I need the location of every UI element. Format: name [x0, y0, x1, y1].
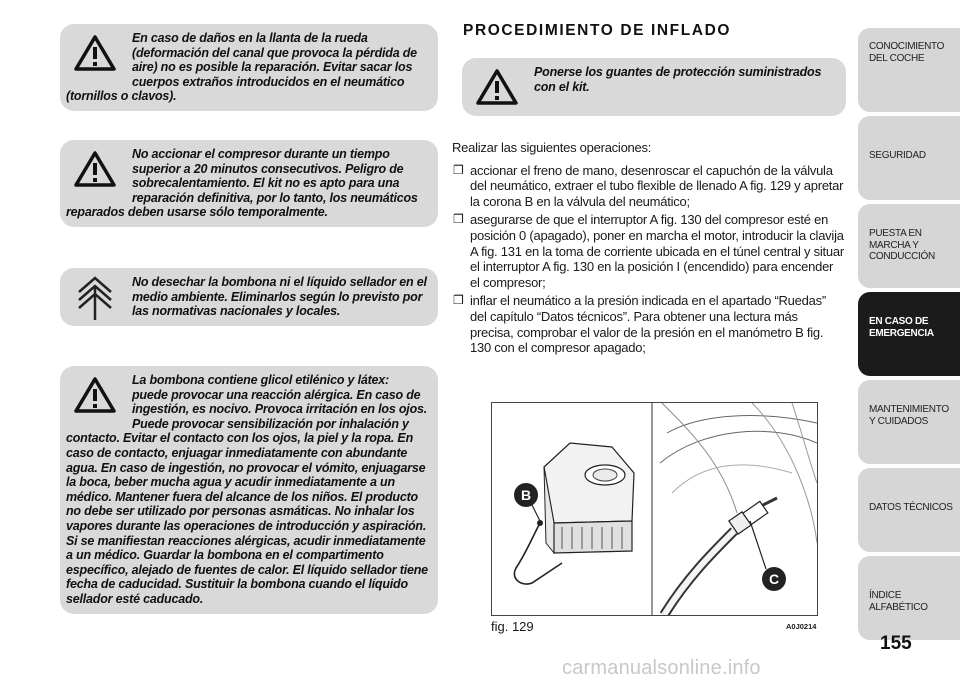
watermark: carmanualsonline.info: [562, 657, 761, 679]
warning-box-damaged-rim: [60, 24, 438, 111]
procedure-step: ❒ asegurarse de que el interruptor A fig. 130 del compresor esté en posición 0 (apagado), poner en marcha el motor, introducir la clavija A fig. 131 en la toma de corriente ubicada en el túnel central y situar el interruptor A fig. 130 en la posición I (encendido) para encender el compresor;: [453, 212, 844, 290]
environment-box-disposal: [60, 268, 438, 326]
tab-puesta-en-marcha[interactable]: PUESTA EN MARCHA Y CONDUCCIÓN: [858, 204, 960, 288]
tab-en-caso-de-emergencia[interactable]: EN CASO DE EMERGENCIA: [858, 292, 960, 376]
warning-triangle-icon: [468, 65, 526, 109]
warning-triangle-icon: [66, 147, 124, 191]
page-number: 155: [880, 633, 912, 654]
tab-datos-tecnicos[interactable]: DATOS TÉCNICOS: [858, 468, 960, 552]
checkbox-bullet-icon: ❒: [453, 212, 464, 227]
figure-129-compressor: [491, 402, 818, 616]
figure-code: A0J0214: [786, 622, 817, 631]
label-c: C: [768, 571, 780, 587]
warning-text: Ponerse los guantes de protección suministrados con el kit.: [534, 65, 822, 94]
figure-caption: fig. 129: [491, 619, 534, 634]
environment-tree-icon: [66, 275, 124, 319]
compressor-illustration: [492, 403, 817, 615]
tab-mantenimiento-y-cuidados[interactable]: MANTENIMIENTO Y CUIDADOS: [858, 380, 960, 464]
tab-seguridad[interactable]: SEGURIDAD: [858, 116, 960, 200]
procedure-step: ❒ inflar el neumático a la presión indicada en el apartado “Ruedas” del capítulo “Datos técnicos”. Para obtener una lectura más precisa, comprobar el valor de la presión en el manómetro B fig. 130 con el compresor apagado;: [453, 293, 826, 356]
warning-triangle-icon: [66, 373, 124, 417]
label-b: B: [520, 487, 532, 503]
procedure-text: [452, 140, 844, 359]
checkbox-bullet-icon: ❒: [453, 293, 464, 308]
procedure-intro: Realizar las siguientes operaciones:: [452, 140, 652, 155]
section-heading: PROCEDIMIENTO DE INFLADO: [463, 22, 732, 39]
warning-triangle-icon: [66, 31, 124, 75]
warning-text: La bombona contiene glicol etilénico y látex: puede provocar una reacción alérgica. En caso de ingestión, es nocivo. Provoca irritación en los ojos. Puede provocar sensibilización por inhalación y contacto. Evitar el contacto con los ojos, la piel y la ropa. En caso de contacto, enjuagar inmediatamente con abundante agua. En caso de ingestión, no provocar el vómito, enjuagarse la boca, beber mucha agua y acudir inmediatamente a un médico. Mantener fuera del alcance de los niños. El producto no debe ser utilizado por personas asmáticas. No inhalar los vapores durante las operaciones de introducción y aspiración. Si se manifiestan reacciones alérgicas, acudir inmediatamente a un médico. Guardar la bombona en el compartimento específico, alejado de fuentes de calor. El líquido sellador tiene fecha de caducidad. Sustituir la bombona cuando el líquido sellador esté caducado.: [66, 373, 428, 606]
tab-conocimiento-del-coche[interactable]: CONOCIMIENTO DEL COCHE: [858, 28, 960, 112]
warning-box-compressor-time: [60, 140, 438, 227]
checkbox-bullet-icon: ❒: [453, 162, 464, 177]
procedure-step: ❒ accionar el freno de mano, desenroscar el capuchón de la válvula del neumático, extraer el tubo flexible de llenado A fig. 129 y apretar la corona B en la válvula del neumático;: [453, 162, 844, 209]
procedure-steps: [452, 163, 844, 356]
warning-text: En caso de daños en la llanta de la rueda (deformación del canal que provoca la pérdida de aire) no es posible la reparación. Evitar sacar los cuerpos extraños introducidos en el neumático (tornillos o clavos).: [66, 31, 417, 104]
tab-indice-alfabetico[interactable]: ÍNDICE ALFABÉTICO: [858, 556, 960, 640]
warning-text: No desechar la bombona ni el líquido sellador en el medio ambiente. Eliminarlos según lo previsto por las normativas nacionales y locales.: [132, 275, 427, 319]
warning-box-gloves: [462, 58, 846, 116]
warning-text: No accionar el compresor durante un tiempo superior a 20 minutos consecutivos. Peligro de sobrecalentamiento. El kit no es apto para una reparación definitiva, por lo tanto, los neumáticos reparados deben usarse sólo temporalmente.: [66, 147, 418, 220]
warning-box-allergy: [60, 366, 438, 614]
